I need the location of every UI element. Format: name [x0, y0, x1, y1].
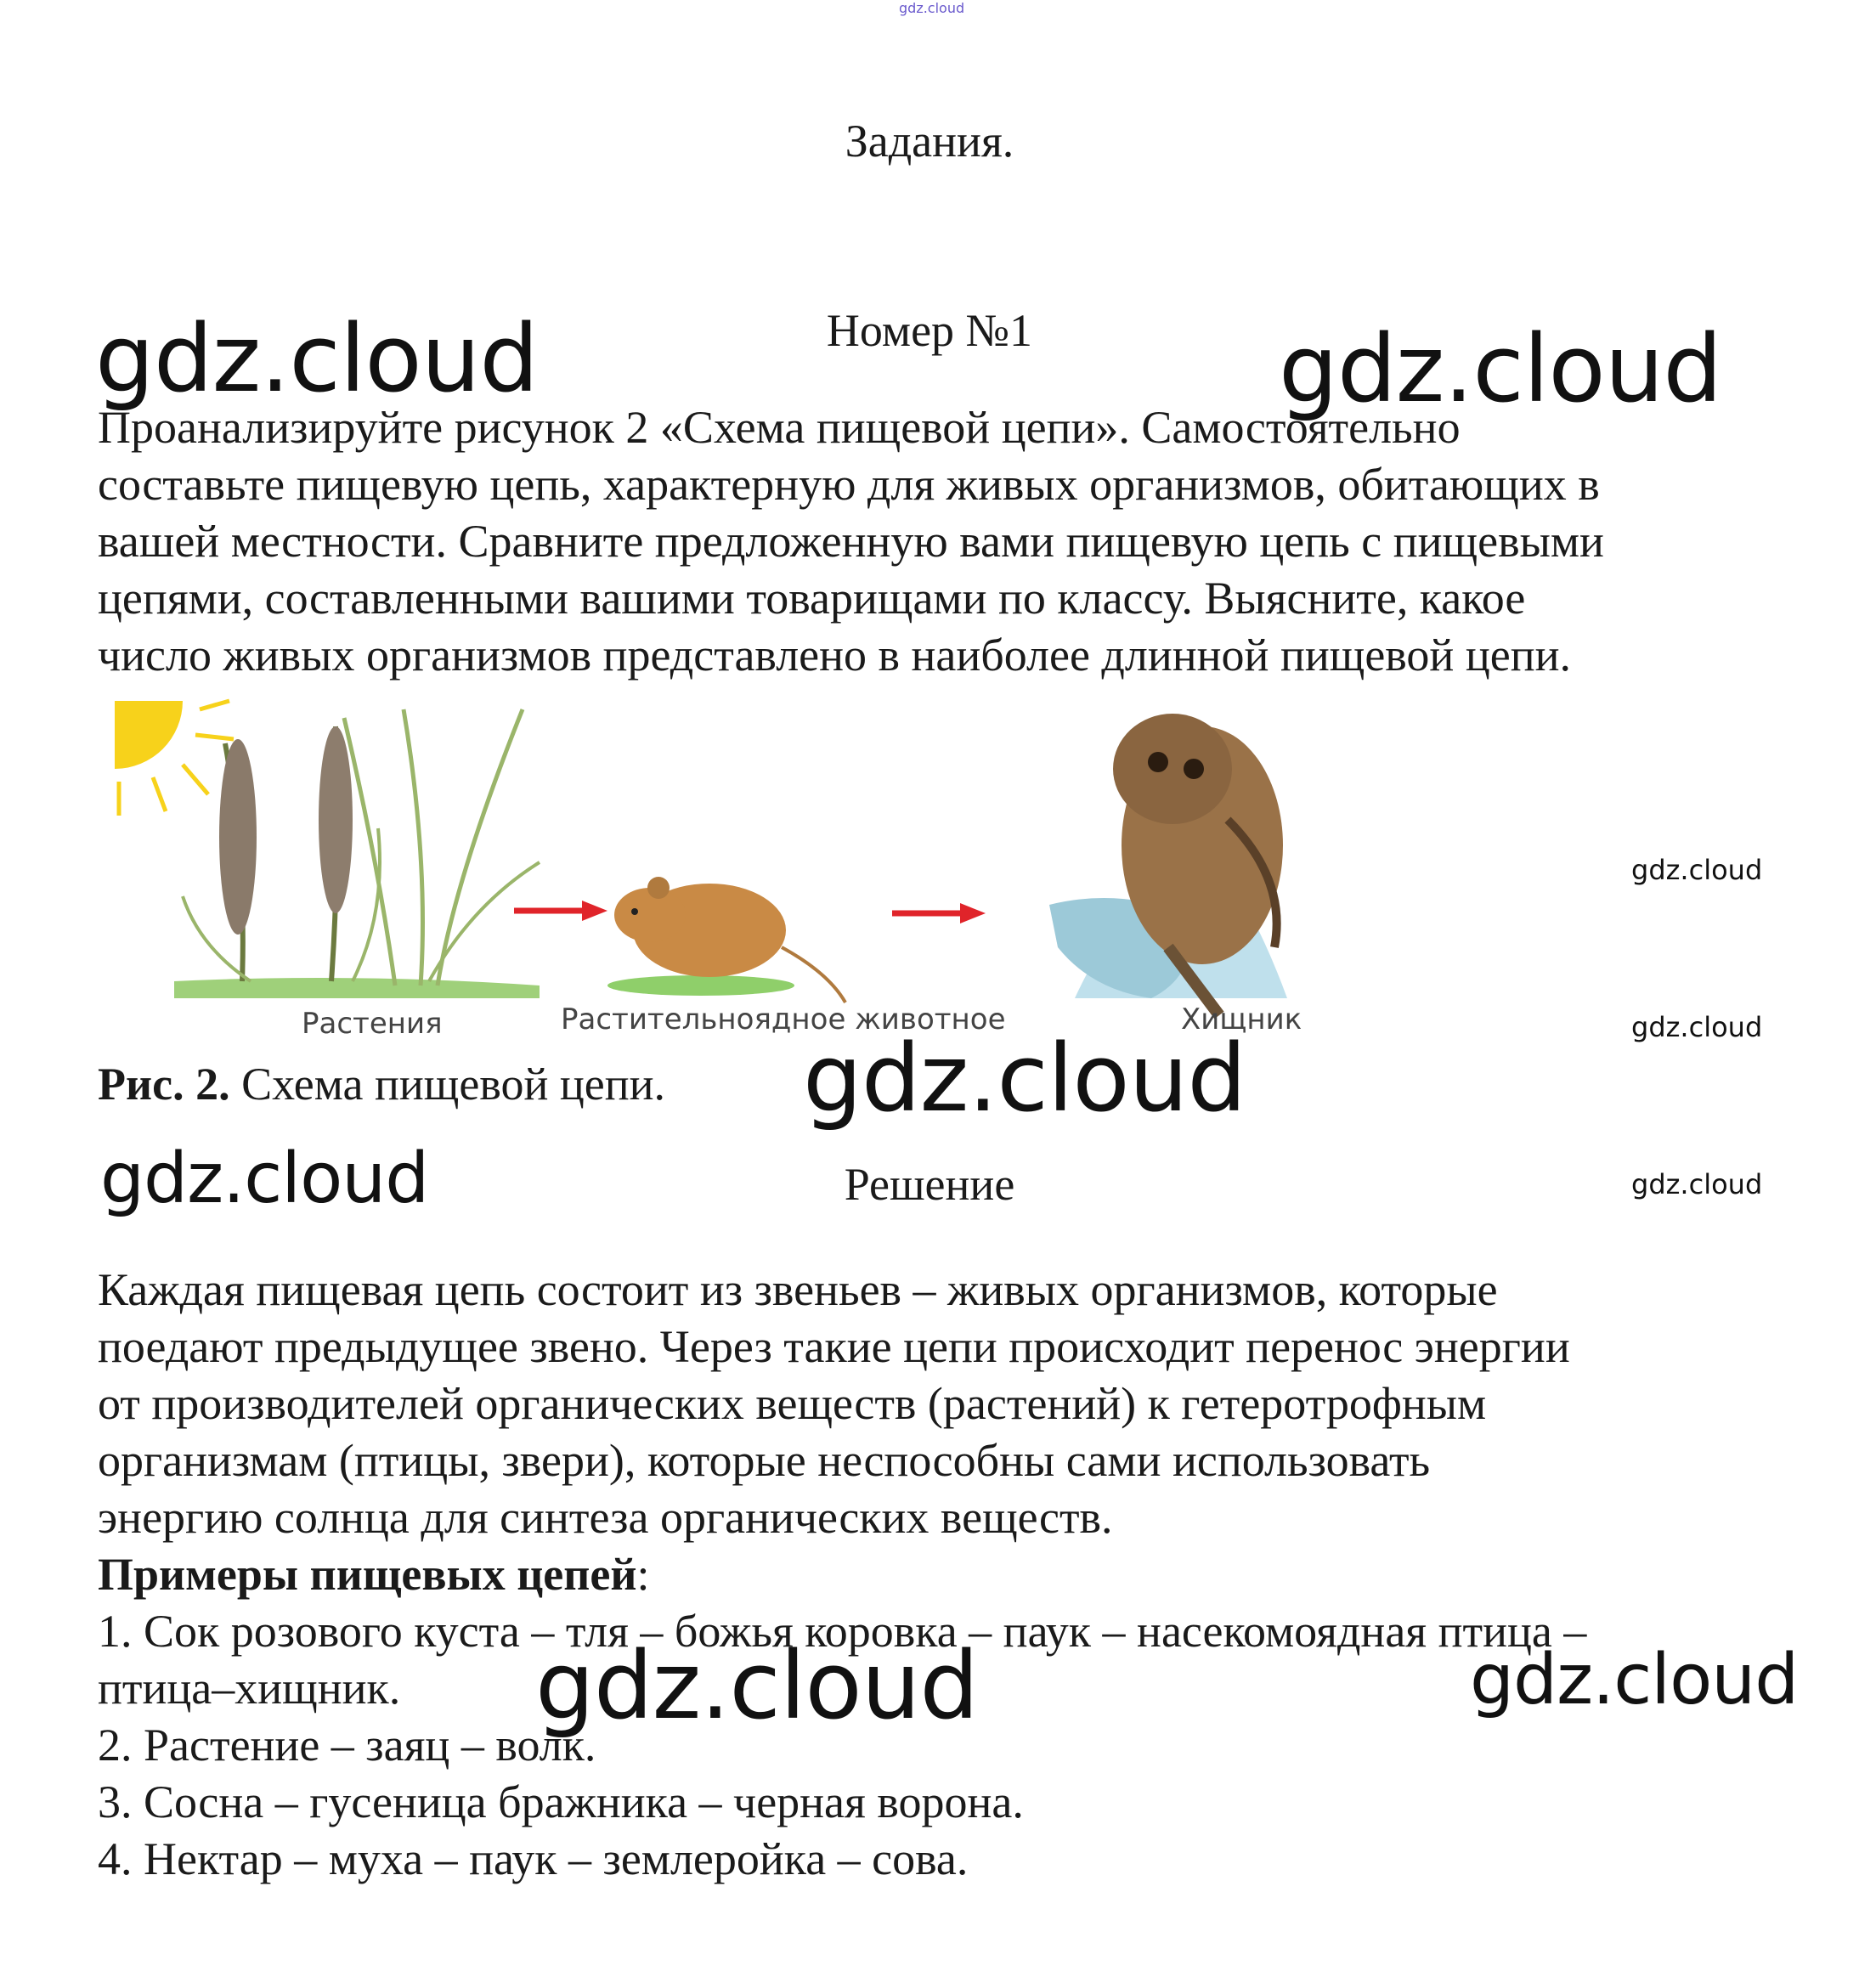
examples-colon: : [636, 1549, 650, 1600]
task-line: число живых организмов представлено в наиболее длинной пищевой цепи. [98, 630, 1571, 681]
watermark-4: gdz.cloud [1631, 1011, 1763, 1043]
task-number: Номер №1 [826, 305, 1033, 356]
owl-illustration [1049, 714, 1287, 1015]
mouse-illustration [607, 877, 845, 1002]
example-item: 4. Нектар – муха – паук – землеройка – сова. [98, 1833, 969, 1884]
watermark-7: gdz.cloud [100, 1138, 429, 1219]
arrow-icon [514, 901, 607, 921]
task-line: цепями, составленными вашими товарищами по классу. Выясните, какое [98, 573, 1526, 624]
task-text [98, 399, 1797, 684]
label-herbivore: Растительноядное животное [561, 1002, 1006, 1036]
example-item: 1. Сок розового куста – тля – божья коровка – паук – насекомоядная птица – [98, 1606, 1587, 1657]
task-line: составьте пищевую цепь, характерную для живых организмов, обитающих в [98, 459, 1600, 510]
example-item: птица–хищник. [98, 1663, 401, 1714]
examples-heading: Примеры пищевых цепей [98, 1549, 637, 1600]
solution-line: поедают предыдущее звено. Через такие цепи происходит перенос энергии [98, 1321, 1570, 1372]
task-line: Проанализируйте рисунок 2 «Схема пищевой цепи». Самостоятельно [98, 402, 1461, 453]
figure-caption [98, 1058, 665, 1110]
watermark-6: gdz.cloud [803, 1024, 1246, 1132]
label-predator: Хищник [1181, 1002, 1302, 1036]
sun-icon [115, 701, 234, 816]
food-chain-figure [98, 692, 1389, 1041]
plants-illustration [174, 709, 540, 998]
watermark-5: gdz.cloud [1631, 1168, 1763, 1200]
example-item: 3. Сосна – гусеница бражника – черная ворона. [98, 1776, 1024, 1827]
example-item: 2. Растение – заяц – волк. [98, 1720, 596, 1771]
solution-line: организмам (птицы, звери), которые неспособны сами использовать [98, 1435, 1431, 1486]
solution-line: Каждая пищевая цепь состоит из звеньев – живых организмов, которые [98, 1264, 1498, 1315]
watermark-2: gdz.cloud [1279, 314, 1722, 423]
solution-paragraph [98, 1262, 1797, 1888]
solution-line: от производителей органических веществ (растений) к гетеротрофным [98, 1378, 1487, 1429]
caption-number: Рис. 2. [98, 1059, 230, 1110]
solution-heading: Решение [844, 1159, 1015, 1210]
task-line: вашей местности. Сравните предложенную вами пищевую цепь с пищевыми [98, 516, 1604, 567]
caption-text: Схема пищевой цепи. [229, 1059, 666, 1110]
solution-line: энергию солнца для синтеза органических веществ. [98, 1492, 1113, 1543]
watermark-3: gdz.cloud [1631, 854, 1763, 886]
watermark-9: gdz.cloud [1470, 1640, 1799, 1720]
arrow-icon [892, 903, 986, 923]
watermark-1: gdz.cloud [95, 304, 539, 413]
watermark-top: gdz.cloud [899, 0, 965, 16]
page-title: Задания. [845, 116, 1014, 167]
label-plants: Растения [302, 1007, 443, 1041]
examples-heading-line [98, 1546, 1797, 1603]
watermark-8: gdz.cloud [535, 1631, 979, 1740]
